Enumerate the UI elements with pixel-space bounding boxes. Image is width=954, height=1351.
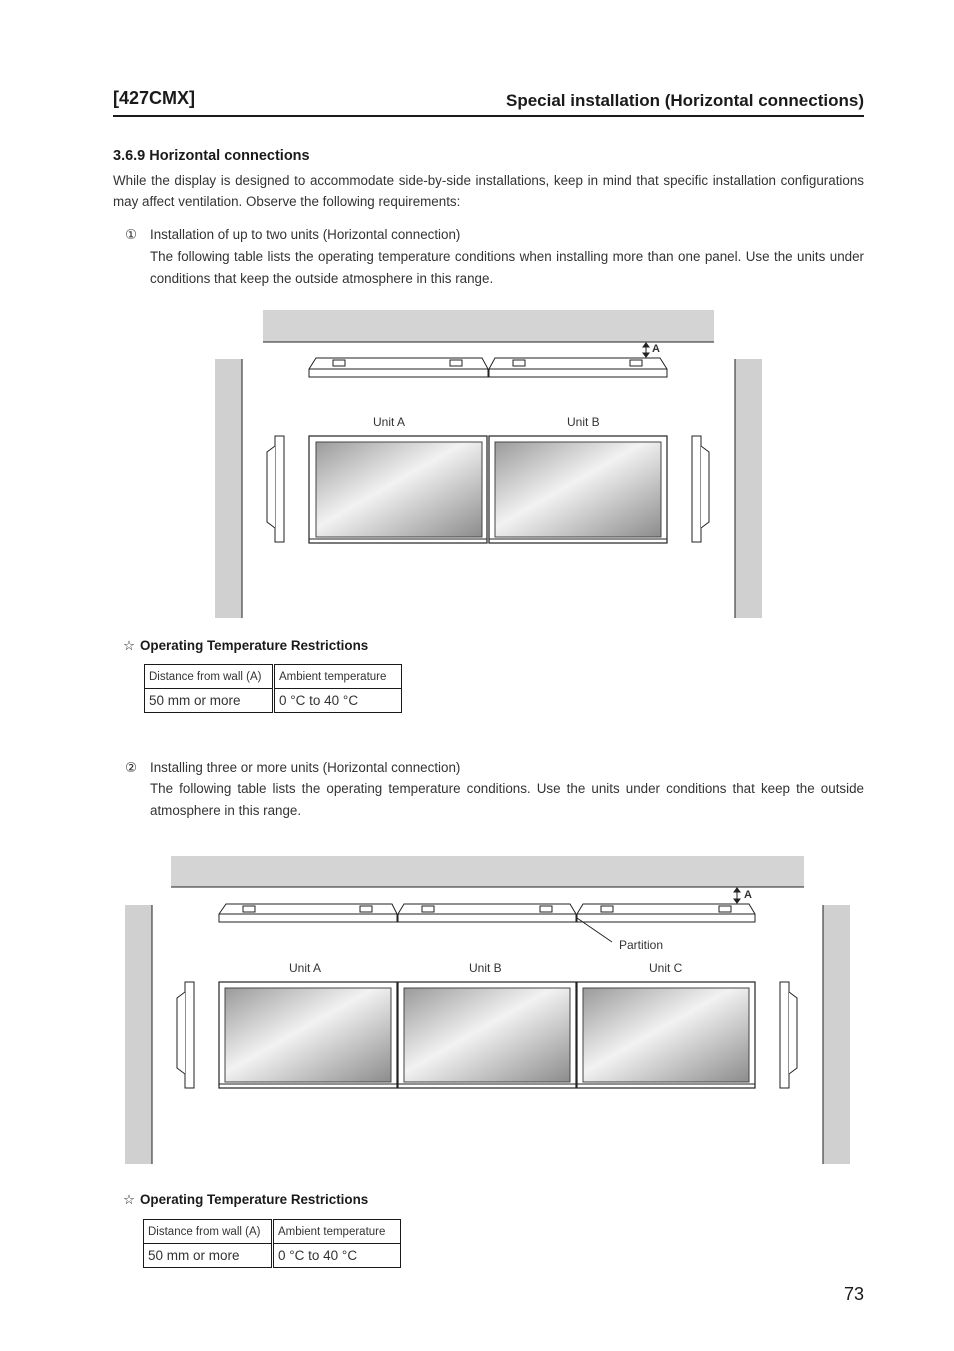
unit-c-label: Unit C — [649, 961, 683, 975]
top-view-unit-a — [219, 904, 397, 922]
section-header-title: Special installation (Horizontal connections) — [506, 91, 864, 110]
dimension-a-marker — [734, 888, 740, 903]
table-cell-distance: 50 mm or more — [145, 689, 274, 713]
top-view-unit-b — [398, 904, 576, 922]
front-unit-b — [398, 982, 576, 1088]
gap-label-a: A — [744, 889, 752, 901]
item-2-heading: Installing three or more units (Horizontal connection) — [150, 760, 461, 775]
table-cell-temperature: 0 °C to 40 °C — [273, 1244, 401, 1268]
star-icon: ☆ — [123, 638, 136, 653]
table-header-distance: Distance from wall (A) — [145, 665, 274, 689]
item-1-text: The following table lists the operating temperature conditions when installing more than one panel. Use the units under conditions that keep the outside atmosphere in this range. — [150, 249, 864, 286]
side-view-right — [780, 982, 797, 1088]
partition-label: Partition — [619, 938, 664, 952]
table-cell-temperature: 0 °C to 40 °C — [274, 689, 402, 713]
front-unit-c — [577, 982, 755, 1088]
item-2-text: The following table lists the operating temperature conditions. Use the units under conditions that keep the outside atmosphere in this range. — [150, 781, 864, 818]
item-2-marker: ② — [125, 760, 138, 775]
model-label: [427CMX] — [113, 88, 196, 108]
top-view-unit-c — [577, 904, 755, 922]
front-unit-a — [219, 982, 397, 1088]
intro-paragraph: While the display is designed to accommodate side-by-side installations, keep in mind that specific installation configurations may affect ventilation. Observe the following requirements: — [113, 173, 864, 209]
unit-a-label: Unit A — [373, 415, 406, 429]
table-cell-distance: 50 mm or more — [144, 1244, 273, 1268]
page-number: 73 — [843, 1284, 864, 1304]
ceiling-bar — [171, 856, 804, 887]
temperature-table-2 — [143, 1219, 401, 1268]
restrictions-title-1: ☆ Operating Temperature Restrictions — [123, 638, 369, 653]
gap-label-a: A — [652, 343, 660, 355]
item-1-marker: ① — [125, 227, 138, 242]
restrictions-title-2: ☆ Operating Temperature Restrictions — [123, 1192, 369, 1207]
right-wall — [823, 905, 850, 1164]
unit-a-label: Unit A — [289, 961, 322, 975]
table-header-temperature: Ambient temperature — [274, 665, 402, 689]
unit-b-label: Unit B — [469, 961, 502, 975]
item-1-heading: Installation of up to two units (Horizontal connection) — [150, 227, 461, 242]
section-title: 3.6.9 Horizontal connections — [113, 148, 310, 164]
unit-b-label: Unit B — [567, 415, 600, 429]
table-header-distance: Distance from wall (A) — [144, 1220, 273, 1244]
star-icon: ☆ — [123, 1192, 136, 1207]
left-wall — [125, 905, 152, 1164]
side-view-left — [177, 982, 194, 1088]
table-header-temperature: Ambient temperature — [273, 1220, 401, 1244]
